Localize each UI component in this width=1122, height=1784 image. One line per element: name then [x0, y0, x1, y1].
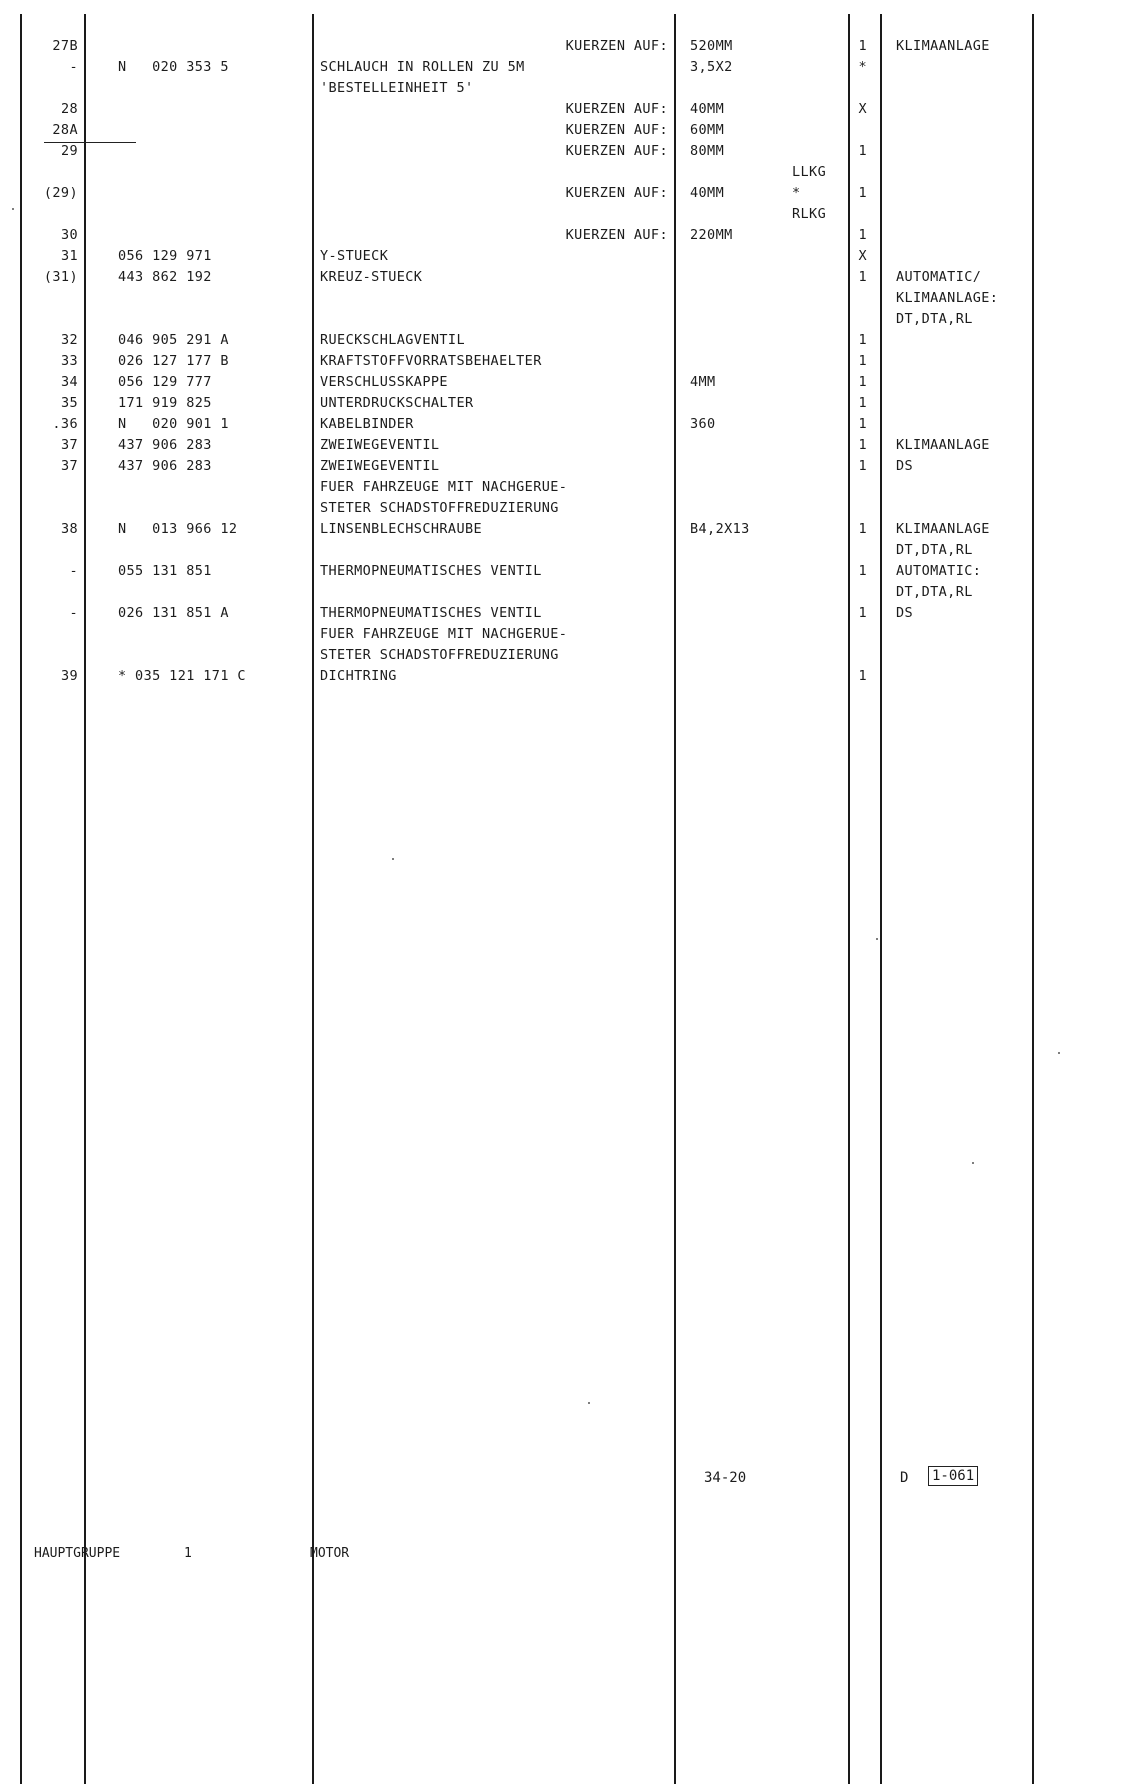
cell-desc: KABELBINDER — [320, 416, 414, 432]
cell-rem: DT,DTA,RL — [896, 542, 973, 558]
cell-kurz: KUERZEN AUF: — [565, 227, 668, 243]
cell-pos: 39 — [60, 668, 78, 684]
cell-dim: 4MM — [690, 374, 716, 390]
cell-desc: THERMOPNEUMATISCHES VENTIL — [320, 605, 542, 621]
cell-pos: .36 — [52, 416, 78, 432]
cell-desc: VERSCHLUSSKAPPE — [320, 374, 448, 390]
cell-part: 056 129 971 — [118, 248, 212, 264]
cell-pos: 28 — [60, 101, 78, 117]
table-row — [0, 120, 1122, 140]
table-row — [0, 645, 1122, 665]
cell-part: 055 131 851 — [118, 563, 212, 579]
cell-kurz: KUERZEN AUF: — [565, 122, 668, 138]
cell-pos: 37 — [60, 458, 78, 474]
cell-qty: 1 — [858, 269, 867, 285]
cell-desc: RUECKSCHLAGVENTIL — [320, 332, 465, 348]
page-number: 34-20 — [704, 1470, 747, 1486]
sheet-number-box: 1-061 — [928, 1466, 978, 1486]
scan-speck — [588, 1402, 590, 1404]
cell-qty: 1 — [858, 668, 867, 684]
table-row — [0, 36, 1122, 56]
table-row — [0, 267, 1122, 287]
cell-pos: - — [69, 563, 78, 579]
table-row — [0, 351, 1122, 371]
doc-code: D — [900, 1470, 909, 1486]
cell-part: N 013 966 12 — [118, 521, 238, 537]
cell-part: 026 131 851 A — [118, 605, 229, 621]
cell-pos: 28A — [52, 122, 78, 138]
cell-part: N 020 901 1 — [118, 416, 229, 432]
cell-dim: 520MM — [690, 38, 733, 54]
cell-desc: STETER SCHADSTOFFREDUZIERUNG — [320, 500, 559, 516]
cell-rem: DT,DTA,RL — [896, 584, 973, 600]
cell-qty: 1 — [858, 395, 867, 411]
cell-qty: 1 — [858, 143, 867, 159]
table-row — [0, 246, 1122, 266]
cell-desc: SCHLAUCH IN ROLLEN ZU 5M — [320, 59, 525, 75]
cell-rem: AUTOMATIC/ — [896, 269, 982, 285]
cell-kurz: KUERZEN AUF: — [565, 143, 668, 159]
cell-desc: FUER FAHRZEUGE MIT NACHGERUE- — [320, 479, 568, 495]
cell-pos: 29 — [60, 143, 78, 159]
cell-qty: X — [858, 101, 867, 117]
cell-note: * — [792, 185, 801, 201]
scan-speck — [12, 208, 14, 210]
cell-qty: 1 — [858, 374, 867, 390]
table-row — [0, 141, 1122, 161]
table-row — [0, 666, 1122, 686]
cell-qty: 1 — [858, 437, 867, 453]
cell-rem: KLIMAANLAGE — [896, 38, 990, 54]
group-bar — [0, 1528, 1122, 1558]
cell-qty: 1 — [858, 563, 867, 579]
table-row — [0, 582, 1122, 602]
cell-qty: X — [858, 248, 867, 264]
table-row — [0, 561, 1122, 581]
cell-qty: 1 — [858, 38, 867, 54]
scan-speck — [972, 1162, 974, 1164]
cell-rem: AUTOMATIC: — [896, 563, 982, 579]
cell-dim: 40MM — [690, 185, 725, 201]
cell-qty: 1 — [858, 416, 867, 432]
cell-qty: 1 — [858, 332, 867, 348]
cell-dim: 60MM — [690, 122, 725, 138]
cell-pos: 35 — [60, 395, 78, 411]
table-row — [0, 519, 1122, 539]
cell-desc: KREUZ-STUECK — [320, 269, 423, 285]
cell-rem: KLIMAANLAGE — [896, 437, 990, 453]
cell-desc: ZWEIWEGEVENTIL — [320, 458, 440, 474]
cell-desc: STETER SCHADSTOFFREDUZIERUNG — [320, 647, 559, 663]
cell-part: 046 905 291 A — [118, 332, 229, 348]
scan-speck — [876, 938, 878, 940]
cell-desc: LINSENBLECHSCHRAUBE — [320, 521, 483, 537]
cell-pos: 37 — [60, 437, 78, 453]
cell-qty: 1 — [858, 227, 867, 243]
group-number: 1 — [184, 1546, 192, 1561]
cell-qty: 1 — [858, 353, 867, 369]
cell-kurz: KUERZEN AUF: — [565, 38, 668, 54]
cell-dim: B4,2X13 — [690, 521, 750, 537]
cell-dim: 220MM — [690, 227, 733, 243]
table-row — [0, 183, 1122, 203]
table-row — [0, 162, 1122, 182]
cell-part: 026 127 177 B — [118, 353, 229, 369]
table-row — [0, 603, 1122, 623]
cell-part: 437 906 283 — [118, 437, 212, 453]
group-label: HAUPTGRUPPE — [34, 1546, 121, 1561]
cell-desc: DICHTRING — [320, 668, 397, 684]
cell-rem: KLIMAANLAGE — [896, 521, 990, 537]
table-row — [0, 435, 1122, 455]
cell-pos: - — [69, 59, 78, 75]
table-row — [0, 498, 1122, 518]
cell-desc: KRAFTSTOFFVORRATSBEHAELTER — [320, 353, 542, 369]
table-row — [0, 225, 1122, 245]
cell-rem: DS — [896, 458, 914, 474]
cell-pos: 33 — [60, 353, 78, 369]
table-row — [0, 477, 1122, 497]
table-row — [0, 624, 1122, 644]
cell-kurz: KUERZEN AUF: — [565, 101, 668, 117]
cell-pos: 38 — [60, 521, 78, 537]
cell-part: 437 906 283 — [118, 458, 212, 474]
cell-desc: FUER FAHRZEUGE MIT NACHGERUE- — [320, 626, 568, 642]
cell-qty: 1 — [858, 521, 867, 537]
cell-rem: KLIMAANLAGE: — [896, 290, 999, 306]
table-row — [0, 330, 1122, 350]
scan-speck — [1058, 1052, 1060, 1054]
cell-pos: 34 — [60, 374, 78, 390]
cell-part: 171 919 825 — [118, 395, 212, 411]
cell-part: 443 862 192 — [118, 269, 212, 285]
cell-note: LLKG — [792, 164, 827, 180]
cell-pos: 32 — [60, 332, 78, 348]
table-row — [0, 204, 1122, 224]
table-row — [0, 309, 1122, 329]
table-row — [0, 78, 1122, 98]
cell-qty: 1 — [858, 605, 867, 621]
cell-qty: * — [858, 59, 867, 75]
cell-desc: ZWEIWEGEVENTIL — [320, 437, 440, 453]
table-row — [0, 540, 1122, 560]
cell-desc: Y-STUECK — [320, 248, 389, 264]
cell-rem: DT,DTA,RL — [896, 311, 973, 327]
cell-rem: DS — [896, 605, 914, 621]
cell-qty: 1 — [858, 185, 867, 201]
cell-dim: 3,5X2 — [690, 59, 733, 75]
table-row — [0, 414, 1122, 434]
table-row — [0, 456, 1122, 476]
cell-pos: (29) — [43, 185, 78, 201]
cell-kurz: KUERZEN AUF: — [565, 185, 668, 201]
cell-pos: - — [69, 605, 78, 621]
cell-dim: 360 — [690, 416, 716, 432]
group-name: MOTOR — [310, 1546, 350, 1561]
cell-pos: 30 — [60, 227, 78, 243]
cell-qty: 1 — [858, 458, 867, 474]
cell-note: RLKG — [792, 206, 827, 222]
cell-pos: (31) — [43, 269, 78, 285]
cell-part: 056 129 777 — [118, 374, 212, 390]
cell-desc: 'BESTELLEINHEIT 5' — [320, 80, 474, 96]
cell-pos: 27B — [52, 38, 78, 54]
table-row — [0, 99, 1122, 119]
cell-part: * 035 121 171 C — [118, 668, 246, 684]
table-row — [0, 393, 1122, 413]
cell-dim: 40MM — [690, 101, 725, 117]
cell-desc: THERMOPNEUMATISCHES VENTIL — [320, 563, 542, 579]
cell-dim: 80MM — [690, 143, 725, 159]
cell-part: N 020 353 5 — [118, 59, 229, 75]
table-row — [0, 57, 1122, 77]
cell-desc: UNTERDRUCKSCHALTER — [320, 395, 474, 411]
cell-pos: 31 — [60, 248, 78, 264]
scan-speck — [392, 858, 394, 860]
table-row — [0, 372, 1122, 392]
table-row — [0, 288, 1122, 308]
